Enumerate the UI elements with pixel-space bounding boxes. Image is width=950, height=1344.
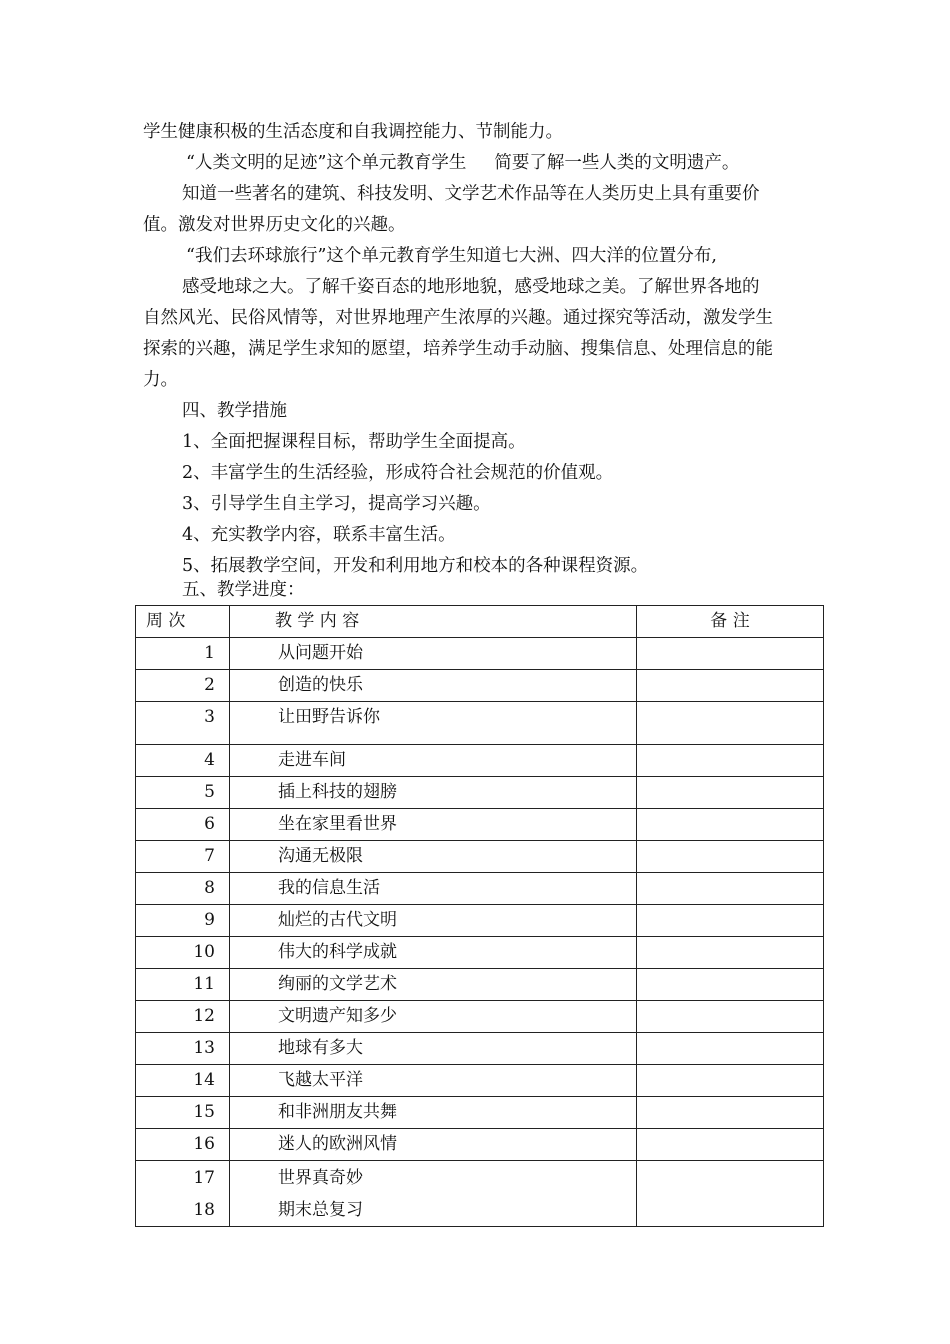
week-cell: 9 <box>136 905 230 937</box>
week-cell: 2 <box>136 670 230 702</box>
table-row <box>136 1065 824 1097</box>
content-cell: 灿烂的古代文明 <box>230 905 637 937</box>
content-cell: 文明遗产知多少 <box>230 1001 637 1033</box>
list-item: 2、丰富学生的生活经验，形成符合社会规范的价值观。 <box>182 463 614 483</box>
header-content: 教 学 内 容 <box>230 606 637 638</box>
section-heading: 四、教学措施 <box>182 401 287 421</box>
notes-cell <box>637 969 824 1001</box>
table-row <box>136 777 824 809</box>
week-cell: 6 <box>136 809 230 841</box>
list-item: 3、引导学生自主学习，提高学习兴趣。 <box>182 494 491 514</box>
table-row <box>136 745 824 777</box>
notes-cell <box>637 670 824 702</box>
content-cell: 坐在家里看世界 <box>230 809 637 841</box>
content-cell: 走进车间 <box>230 745 637 777</box>
notes-cell <box>637 1065 824 1097</box>
content-cell: 伟大的科学成就 <box>230 937 637 969</box>
content-cell: 和非洲朋友共舞 <box>230 1097 637 1129</box>
table-row <box>136 841 824 873</box>
schedule-table <box>135 605 824 1227</box>
content-cell: 绚丽的文学艺术 <box>230 969 637 1001</box>
content-cell: 创造的快乐 <box>230 670 637 702</box>
content-cell: 让田野告诉你 <box>230 702 637 745</box>
paragraph-line: 值。激发对世界历史文化的兴趣。 <box>143 215 406 235</box>
paragraph-line: 自然风光、民俗风情等，对世界地理产生浓厚的兴趣。通过探究等活动，激发学生 <box>143 308 773 328</box>
list-item: 4、充实教学内容，联系丰富生活。 <box>182 525 456 545</box>
notes-cell <box>637 937 824 969</box>
notes-cell <box>637 1033 824 1065</box>
week-cell: 11 <box>136 969 230 1001</box>
list-item: 1、全面把握课程目标，帮助学生全面提高。 <box>182 432 526 452</box>
header-week: 周 次 <box>136 606 230 638</box>
notes-cell <box>637 1161 824 1227</box>
week-cell: 7 <box>136 841 230 873</box>
notes-cell <box>637 1129 824 1161</box>
table-row <box>136 809 824 841</box>
paragraph-line: 感受地球之大。了解千姿百态的地形地貌，感受地球之美。了解世界各地的 <box>182 277 760 297</box>
week-cell: 13 <box>136 1033 230 1065</box>
notes-cell <box>637 777 824 809</box>
week-cell: 5 <box>136 777 230 809</box>
week-cell: 4 <box>136 745 230 777</box>
table-row <box>136 1001 824 1033</box>
week-cell: 8 <box>136 873 230 905</box>
table-row <box>136 702 824 745</box>
section-heading: 五、教学进度： <box>182 580 305 600</box>
table-row <box>136 1097 824 1129</box>
paragraph-line: “我们去环球旅行”这个单元教育学生知道七大洲、四大洋的位置分布, <box>186 246 717 266</box>
content-cell: 迷人的欧洲风情 <box>230 1129 637 1161</box>
content-cell: 沟通无极限 <box>230 841 637 873</box>
notes-cell <box>637 809 824 841</box>
paragraph-line: 力。 <box>143 370 178 390</box>
paragraph-line: 学生健康积极的生活态度和自我调控能力、节制能力。 <box>143 122 563 142</box>
table-header-row <box>136 606 824 638</box>
content-cell: 从问题开始 <box>230 638 637 670</box>
table-row <box>136 638 824 670</box>
notes-cell <box>637 1001 824 1033</box>
table-row <box>136 1161 824 1227</box>
week-cell: 1 <box>136 638 230 670</box>
table-row <box>136 969 824 1001</box>
week-cell: 16 <box>136 1129 230 1161</box>
paragraph-line: “人类文明的足迹”这个单元教育学生 简要了解一些人类的文明遗产。 <box>186 153 740 173</box>
content-cell: 我的信息生活 <box>230 873 637 905</box>
table-row <box>136 937 824 969</box>
header-notes: 备 注 <box>637 606 824 638</box>
content-cell: 世界真奇妙 期末总复习 <box>230 1161 637 1227</box>
content-cell: 插上科技的翅膀 <box>230 777 637 809</box>
week-cell: 10 <box>136 937 230 969</box>
paragraph-line: 探索的兴趣，满足学生求知的愿望，培养学生动手动脑、搜集信息、处理信息的能 <box>143 339 773 359</box>
notes-cell <box>637 638 824 670</box>
table-row <box>136 873 824 905</box>
table-row <box>136 905 824 937</box>
week-cell: 3 <box>136 702 230 745</box>
notes-cell <box>637 905 824 937</box>
list-item: 5、拓展教学空间，开发和利用地方和校本的各种课程资源。 <box>182 556 649 576</box>
week-cell: 17 18 <box>136 1161 230 1227</box>
week-cell: 15 <box>136 1097 230 1129</box>
table-row <box>136 1129 824 1161</box>
notes-cell <box>637 702 824 745</box>
notes-cell <box>637 841 824 873</box>
notes-cell <box>637 873 824 905</box>
week-cell: 12 <box>136 1001 230 1033</box>
table-row <box>136 1033 824 1065</box>
notes-cell <box>637 1097 824 1129</box>
table-row <box>136 670 824 702</box>
notes-cell <box>637 745 824 777</box>
content-cell: 地球有多大 <box>230 1033 637 1065</box>
paragraph-line: 知道一些著名的建筑、科技发明、文学艺术作品等在人类历史上具有重要价 <box>182 184 760 204</box>
content-cell: 飞越太平洋 <box>230 1065 637 1097</box>
week-cell: 14 <box>136 1065 230 1097</box>
